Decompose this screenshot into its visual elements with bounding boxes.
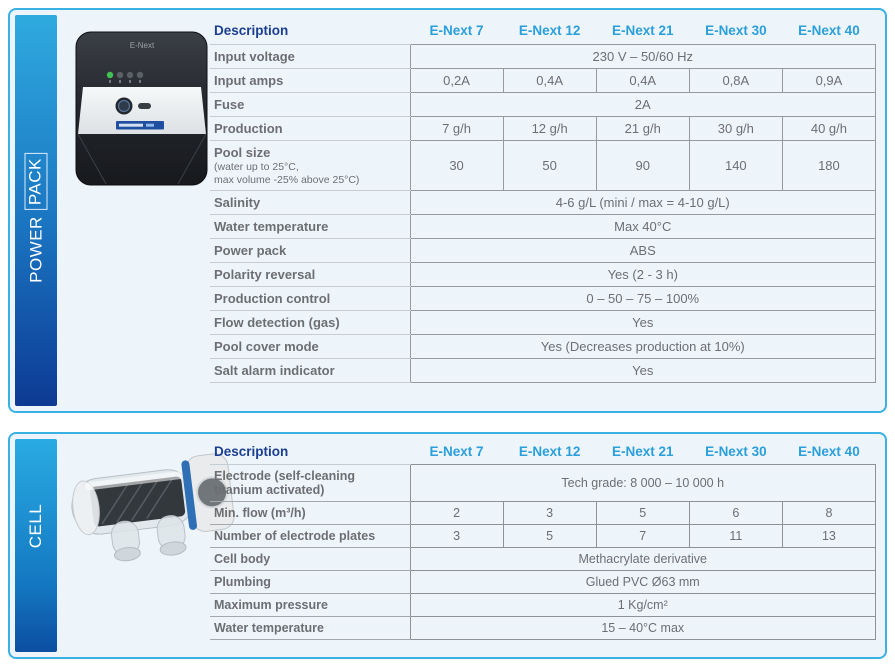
column-header-model-1: E-Next 7 [429,444,484,459]
power-pack-sidebar-label [25,153,48,283]
device-logo [116,121,164,130]
cell-value: 21 g/h [596,117,689,141]
row-value: 0 – 50 – 75 – 100% [410,287,876,311]
power-pack-sidebar [15,15,57,406]
cell-sidebar [15,439,57,652]
cell-value: 0,9A [782,69,875,93]
cell-value: 30 g/h [689,117,782,141]
row-label: Salinity [210,191,410,215]
column-header-model-4: E-Next 30 [705,444,767,459]
row-production-control [210,287,876,311]
cell-value: 3 [410,525,503,548]
row-flow-detection [210,311,876,335]
row-water-temperature [210,215,876,239]
row-value: Glued PVC Ø63 mm [410,571,876,594]
row-label: Input amps [210,69,410,93]
cell-value: 5 [596,502,689,525]
cell-table [210,440,876,640]
row-label: Cell body [210,548,410,571]
cell-value: 0,2A [410,69,503,93]
row-salt-alarm [210,359,876,383]
column-header-model-2: E-Next 12 [518,23,581,38]
row-value: 4-6 g/L (mini / max = 4-10 g/L) [410,191,876,215]
row-value: Yes [410,359,876,383]
power-pack-panel [8,8,887,413]
row-fuse [210,93,876,117]
row-production [210,117,876,141]
column-header-model-3: E-Next 21 [611,444,674,459]
row-label: Polarity reversal [210,263,410,287]
column-header-model-5: E-Next 40 [798,23,860,38]
cell-value: 7 [596,525,689,548]
row-label: Electrode (self-cleaning titanium activated) [210,465,410,502]
row-label: Number of electrode plates [210,525,410,548]
cell-value: 3 [503,502,596,525]
row-label: Flow detection (gas) [210,311,410,335]
cell-value: 0,8A [689,69,782,93]
power-pack-table [210,18,876,383]
column-header-model-5: E-Next 40 [798,444,860,459]
row-label: Input voltage [210,45,410,69]
pool-size-note-1: (water up to 25°C, [214,161,299,174]
device-caption: E-Next [129,41,155,50]
row-value: ABS [410,239,876,263]
device-switch [138,103,151,109]
row-polarity-reversal [210,263,876,287]
row-label: Plumbing [210,571,410,594]
row-label: Min. flow (m³/h) [210,502,410,525]
row-label: Fuse [210,93,410,117]
row-label: Production [210,117,410,141]
cell-value: 50 [503,141,596,191]
column-header-model-1: E-Next 7 [429,23,484,38]
row-label: Maximum pressure [210,594,410,617]
row-water-temperature [210,617,876,640]
cell-value: 140 [689,141,782,191]
pool-size-title: Pool size [214,145,271,160]
cell-value: 0,4A [596,69,689,93]
cell-value: 8 [782,502,875,525]
row-input-amps [210,69,876,93]
row-power-pack [210,239,876,263]
cell-value: 2 [410,502,503,525]
table-header-row [210,18,876,45]
column-header-model-4: E-Next 30 [705,23,767,38]
cell-value: 180 [782,141,875,191]
power-pack-table-wrap [210,18,876,383]
row-input-voltage [210,45,876,69]
row-label: Power pack [210,239,410,263]
column-header-model-3: E-Next 21 [611,23,674,38]
row-value: 2A [410,93,876,117]
column-header-description: Description [210,18,410,45]
row-label: Production control [210,287,410,311]
cell-value: 90 [596,141,689,191]
cell-value: 6 [689,502,782,525]
row-value: 1 Kg/cm² [410,594,876,617]
cell-value: 0,4A [503,69,596,93]
row-pool-size [210,141,876,191]
pool-size-note-2: max volume -25% above 25°C) [214,173,360,186]
row-value: Yes (Decreases production at 10%) [410,335,876,359]
row-value: 230 V – 50/60 Hz [410,45,876,69]
row-pool-cover-mode [210,335,876,359]
row-cell-body [210,548,876,571]
row-value: Methacrylate derivative [410,548,876,571]
column-header-description: Description [210,440,410,465]
row-plumbing [210,571,876,594]
sidebar-word-cell: CELL [26,504,45,549]
sidebar-word-pack: PACK [25,153,48,210]
power-pack-photo [74,30,210,188]
cell-value: 12 g/h [503,117,596,141]
cell-table-wrap [210,440,876,640]
column-header-model-2: E-Next 12 [518,444,581,459]
cell-sidebar-label [26,504,46,549]
row-label: Salt alarm indicator [210,359,410,383]
row-electrode-plates [210,525,876,548]
cell-value: 11 [689,525,782,548]
sidebar-word-power: POWER [26,216,45,284]
device-dial [116,98,133,115]
row-salinity [210,191,876,215]
row-value: Yes (2 - 3 h) [410,263,876,287]
row-value: 15 – 40°C max [410,617,876,640]
cell-value: 5 [503,525,596,548]
row-label [210,141,410,191]
cell-panel [8,432,887,659]
table-header-row [210,440,876,465]
row-label: Pool cover mode [210,335,410,359]
row-label: Water temperature [210,215,410,239]
row-electrode [210,465,876,502]
row-label: Water temperature [210,617,410,640]
cell-value: 30 [410,141,503,191]
cell-value: 13 [782,525,875,548]
row-value: Tech grade: 8 000 – 10 000 h [410,465,876,502]
cell-value: 40 g/h [782,117,875,141]
row-maximum-pressure [210,594,876,617]
row-min-flow [210,502,876,525]
row-value: Yes [410,311,876,335]
cell-value: 7 g/h [410,117,503,141]
row-value: Max 40°C [410,215,876,239]
